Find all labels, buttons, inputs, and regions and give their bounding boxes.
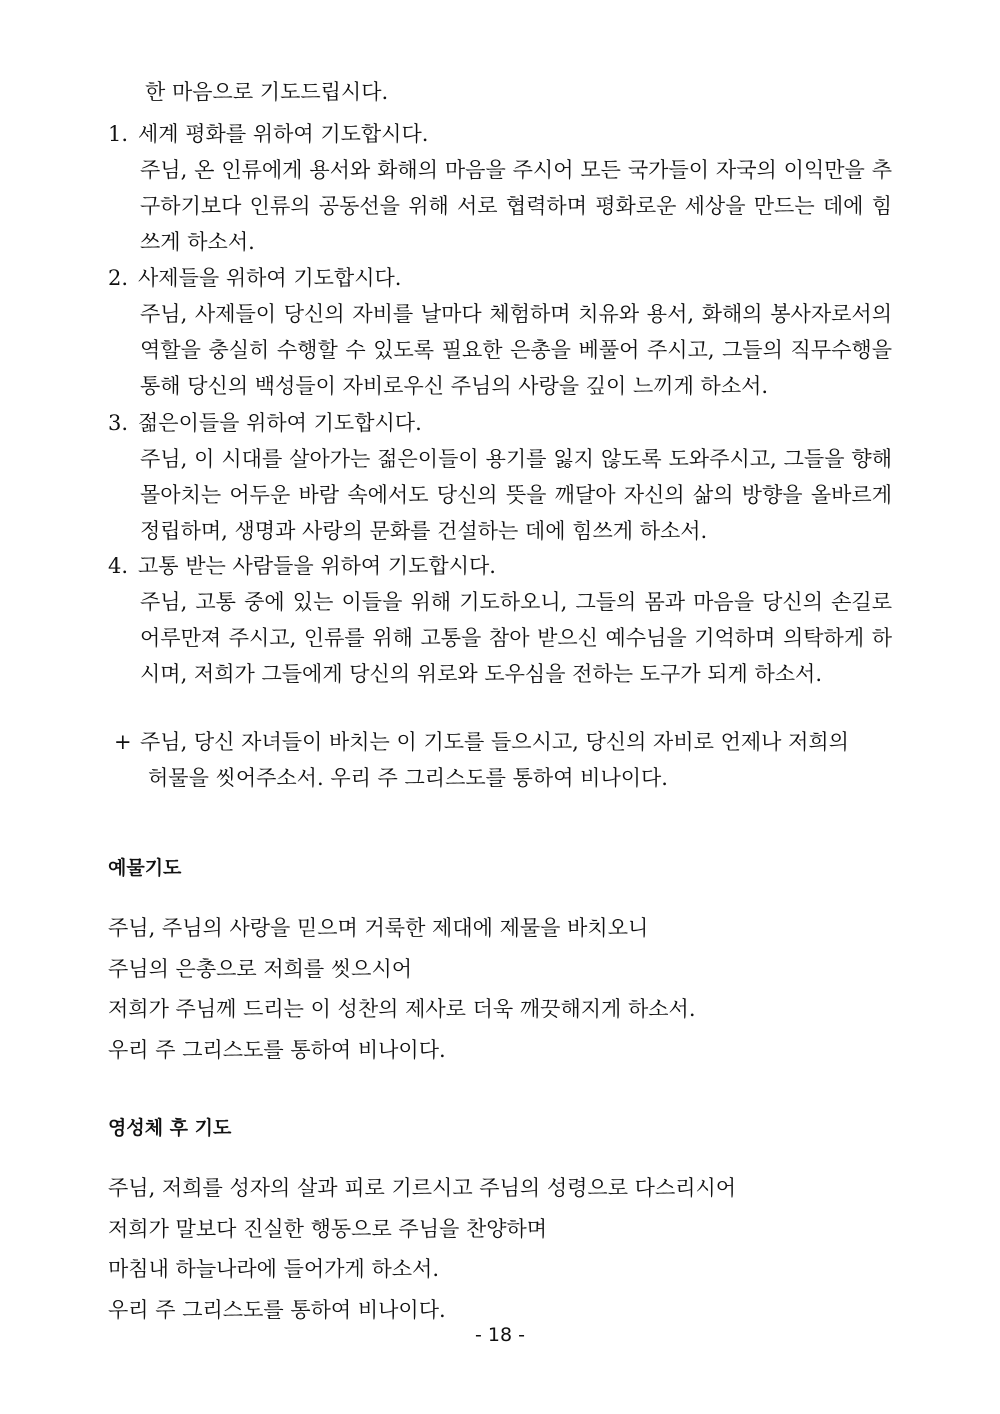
prayer-line: 마침내 하늘나라에 들어가게 하소서. (108, 1257, 439, 1281)
petition-heading: 젊은이들을 위하여 기도합시다. (138, 411, 422, 435)
petition-number: 4. (108, 554, 129, 578)
page-number: - 18 - (475, 1324, 525, 1346)
offertory-title: 예물기도 (108, 857, 182, 879)
cross-mark: + (114, 730, 132, 754)
communion-prayer (108, 1168, 908, 1330)
petition-body: 주님, 온 인류에게 용서와 화해의 마음을 주시어 모든 국가들이 자국의 이익만을 추구하기보다 인류의 공동선을 위해 서로 협력하며 평화로운 세상을 만드는 데에 힘쓰게 하소서. (140, 158, 892, 254)
offertory-prayer (108, 908, 908, 1070)
petition-body: 주님, 사제들이 당신의 자비를 날마다 체험하며 치유와 용서, 화해의 봉사자로서의 역할을 충실히 수행할 수 있도록 필요한 은총을 베풀어 주시고, 그들의 직무수행을 통해 당신의 백성들이 자비로우신 주님의 사랑을 깊이 느끼게 하소서. (140, 302, 892, 398)
communion-title: 영성체 후 기도 (108, 1117, 232, 1139)
closing-line: 허물을 씻어주소서. 우리 주 그리스도를 통하여 비나이다. (148, 766, 668, 790)
prayer-line: 우리 주 그리스도를 통하여 비나이다. (108, 1297, 446, 1322)
intro-line: 한 마음으로 기도드립시다. (145, 80, 389, 104)
closing-prayer (108, 724, 908, 796)
petition-item (108, 116, 908, 260)
petition-body: 주님, 이 시대를 살아가는 젊은이들이 용기를 잃지 않도록 도와주시고, 그들을 향해 몰아치는 어두운 바람 속에서도 당신의 뜻을 깨달아 자신의 삶의 방향을 올바르게 정립하며, 생명과 사랑의 문화를 건설하는 데에 힘쓰게 하소서. (140, 447, 892, 543)
petition-heading: 사제들을 위하여 기도합시다. (138, 266, 402, 290)
petition-item (108, 548, 908, 692)
prayer-line: 우리 주 그리스도를 통하여 비나이다. (108, 1037, 446, 1062)
petition-number: 1. (108, 122, 129, 146)
petition-number: 2. (108, 266, 129, 290)
petition-heading: 세계 평화를 위하여 기도합시다. (138, 122, 429, 146)
prayer-line: 주님, 저희를 성자의 살과 피로 기르시고 주님의 성령으로 다스리시어 (108, 1176, 737, 1200)
petition-heading: 고통 받는 사람들을 위하여 기도합시다. (138, 554, 496, 578)
prayer-line: 저희가 말보다 진실한 행동으로 주님을 찬양하며 (108, 1216, 548, 1241)
petition-number: 3. (108, 411, 129, 435)
petition-body: 주님, 고통 중에 있는 이들을 위해 기도하오니, 그들의 몸과 마음을 당신의 손길로 어루만져 주시고, 인류를 위해 고통을 참아 받으신 예수님을 기억하며 의탁하게 하시며, 저희가 그들에게 당신의 위로와 도우심을 전하는 도구가 되게 하소서. (140, 590, 892, 686)
petition-item (108, 405, 908, 549)
prayer-line: 주님, 주님의 사랑을 믿으며 거룩한 제대에 제물을 바치오니 (108, 916, 649, 940)
prayer-line: 저희가 주님께 드리는 이 성찬의 제사로 더욱 깨끗해지게 하소서. (108, 997, 696, 1021)
prayer-line: 주님의 은총으로 저희를 씻으시어 (108, 956, 413, 981)
closing-line: 주님, 당신 자녀들이 바치는 이 기도를 들으시고, 당신의 자비로 언제나 저희의 (140, 730, 849, 754)
petition-item (108, 260, 908, 404)
